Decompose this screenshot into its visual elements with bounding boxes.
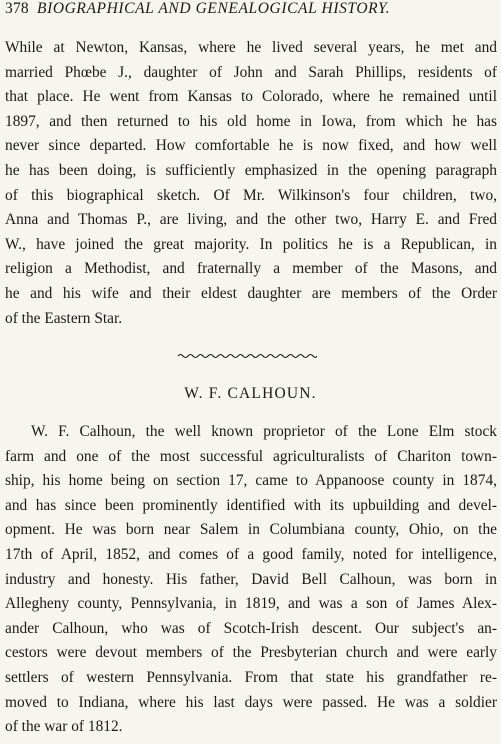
text-line: of the Eastern Star. bbox=[5, 309, 123, 327]
text-line: Anna and Thomas P., are living, and the other two, Harry E. and Fred bbox=[5, 211, 497, 229]
text-line: W., have joined the great majority. In politics he is a Republican, in bbox=[5, 235, 497, 253]
paragraph-wilkinson-continued bbox=[5, 36, 497, 331]
text-line: Allegheny county, Pennsylvania, in 1819, and was a son of James Alex- bbox=[5, 595, 497, 613]
text-line: that place. He went from Kansas to Colorado, where he remained until bbox=[5, 88, 497, 106]
text-line: never since departed. How comfortable he is now fixed, and how well bbox=[5, 137, 497, 155]
running-title: BIOGRAPHICAL AND GENEALOGICAL HISTORY. bbox=[37, 0, 391, 17]
text-line: of this biographical sketch. Of Mr. Wilkinson's four children, two, bbox=[5, 186, 497, 204]
ornamental-wavy-divider bbox=[178, 352, 317, 360]
page-number: 378 bbox=[5, 0, 29, 17]
text-line: religion a Methodist, and fraternally a member of the Masons, and bbox=[5, 260, 497, 278]
text-line: farm and one of the most successful agriculturalists of Chariton town- bbox=[5, 447, 497, 465]
text-line: industry and honesty. His father, David Bell Calhoun, was born in bbox=[5, 570, 497, 588]
text-line: of the war of 1812. bbox=[5, 718, 123, 736]
text-line: opment. He was born near Salem in Columbiana county, Ohio, on the bbox=[5, 521, 497, 539]
text-line: 17th of April, 1852, and comes of a good family, noted for intelligence, bbox=[5, 545, 497, 563]
text-line: he has been doing, is sufficiently emphasized in the opening paragraph bbox=[5, 161, 497, 179]
text-line: married Phœbe J., daughter of John and Sarah Phillips, residents of bbox=[5, 63, 497, 81]
text-line: While at Newton, Kansas, where he lived several years, he met and bbox=[5, 39, 497, 56]
text-line: ship, his home being on section 17, came to Appanoose county in 1874, bbox=[5, 472, 497, 490]
paragraph-calhoun-biography bbox=[5, 420, 497, 740]
text-line: settlers of western Pennsylvania. From that state his grandfather re- bbox=[5, 668, 497, 686]
text-line: and has since been prominently identified with its upbuilding and devel- bbox=[5, 496, 497, 514]
text-line: cestors were devout members of the Presbyterian church and were early bbox=[5, 644, 497, 662]
text-line: ander Calhoun, who was of Scotch-Irish descent. Our subject's an- bbox=[5, 619, 497, 637]
text-line: 1897, and then returned to his old home in Iowa, from which he has bbox=[5, 112, 497, 130]
running-head bbox=[5, 0, 495, 22]
section-heading: W. F. CALHOUN. bbox=[184, 385, 317, 402]
text-line: moved to Indiana, where his last days were passed. He was a soldier bbox=[5, 693, 497, 711]
text-line: W. F. Calhoun, the well known proprietor of the Lone Elm stock bbox=[31, 423, 497, 440]
text-line: he and his wife and their eldest daughter are members of the Order bbox=[5, 284, 497, 302]
